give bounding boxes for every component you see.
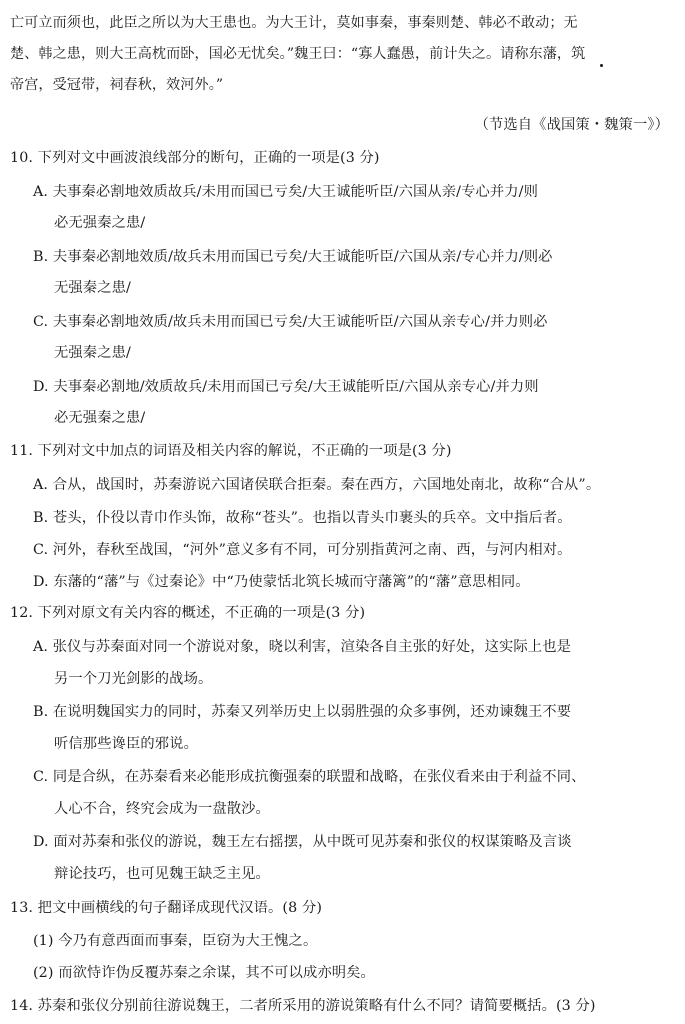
q12-option-c-line-2: 人心不合，终究会成为一盘散沙。: [54, 801, 270, 817]
q12-option-b-line-1: B. 在说明魏国实力的同时，苏秦又列举历史上以弱胜强的众多事例，还劝谏魏王不要: [33, 704, 572, 720]
question-12-stem: 12. 下列对原文有关内容的概述，不正确的一项是(3 分): [10, 605, 366, 621]
q10-option-c-line-2: 无强秦之患/: [54, 345, 131, 361]
question-11-stem: 11. 下列对文中加点的词语及相关内容的解说，不正确的一项是(3 分): [10, 443, 452, 459]
q10-option-a-line-2: 必无强秦之患/: [54, 215, 146, 231]
q11-option-d: D. 东藩的“藩”与《过秦论》中“乃使蒙恬北筑长城而守藩篱”的“藩”意思相同。: [33, 574, 530, 590]
q12-option-d-line-1: D. 面对苏秦和张仪的游说，魏王左右摇摆，从中既可见苏秦和张仪的权谋策略及言谈: [33, 834, 572, 850]
q13-item-2: (2) 而欲恃诈伪反覆苏秦之余谋，其不可以成亦明矣。: [33, 965, 375, 981]
q10-option-d-line-2: 必无强秦之患/: [54, 410, 146, 426]
question-14-stem: 14. 苏秦和张仪分别前往游说魏王，二者所采用的游说策略有什么不同？请简要概括。(3 分): [10, 998, 596, 1014]
passage-line-1: 亡可立而须也，此臣之所以为大王患也。为大王计，莫如事秦，事秦则楚、韩必不敢动；无: [10, 15, 578, 31]
q10-option-d-line-1: D. 夫事秦必割地/效质故兵/未用而国已亏矣/大王诚能听臣/六国从亲专心/并力则: [33, 379, 539, 395]
question-13-stem: 13. 把文中画横线的句子翻译成现代汉语。(8 分): [10, 900, 323, 916]
q12-option-c-line-1: C. 同是合纵，在苏秦看来必能形成抗衡强秦的联盟和战略，在张仪看来由于利益不同、: [33, 769, 586, 785]
passage-line-2: 楚、韩之患，则大王高枕而卧，国必无忧矣。”魏王曰：“寡人蠢愚，前计失之。请称东藩，筑: [10, 46, 586, 62]
q12-option-a-line-2: 另一个刀光剑影的战场。: [54, 671, 213, 687]
q10-option-a-line-1: A. 夫事秦必割地效质故兵/未用而国已亏矣/大王诚能听臣/六国从亲/专心并力/则: [33, 184, 538, 200]
q11-option-a: A. 合从，战国时，苏秦游说六国诸侯联合拒秦。秦在西方，六国地处南北，故称“合从”。: [33, 477, 601, 493]
question-10-stem: 10. 下列对文中画波浪线部分的断句，正确的一项是(3 分): [10, 150, 380, 166]
q12-option-b-line-2: 听信那些谗臣的邪说。: [54, 736, 198, 752]
q11-option-b: B. 苍头，仆役以青巾作头饰，故称“苍头”。也指以青头巾裹头的兵卒。文中指后者。: [33, 510, 572, 526]
q13-item-1: (1) 今乃有意西面而事秦，臣窃为大王愧之。: [33, 933, 318, 949]
q10-option-c-line-1: C. 夫事秦必割地效质/故兵未用而国已亏矣/大王诚能听臣/六国从亲专心/并力则必: [33, 314, 548, 330]
q10-option-b-line-2: 无强秦之患/: [54, 280, 131, 296]
q10-option-b-line-1: B. 夫事秦必割地效质/故兵未用而国已亏矣/大王诚能听臣/六国从亲/专心并力/则必: [33, 249, 553, 265]
q12-option-d-line-2: 辩论技巧，也可见魏王缺乏主见。: [54, 866, 270, 882]
passage-source: （节选自《战国策・魏策一》）: [474, 117, 669, 133]
q11-option-c: C. 河外，春秋至战国，“河外”意义多有不同，可分别指黄河之南、西，与河内相对。: [33, 542, 572, 558]
q12-option-a-line-1: A. 张仪与苏秦面对同一个游说对象，晓以利害，渲染各自主张的好处，这实际上也是: [33, 639, 571, 655]
emphasis-dot: [600, 64, 603, 67]
passage-line-3: 帝宫，受冠带，祠春秋，效河外。”: [10, 77, 224, 93]
